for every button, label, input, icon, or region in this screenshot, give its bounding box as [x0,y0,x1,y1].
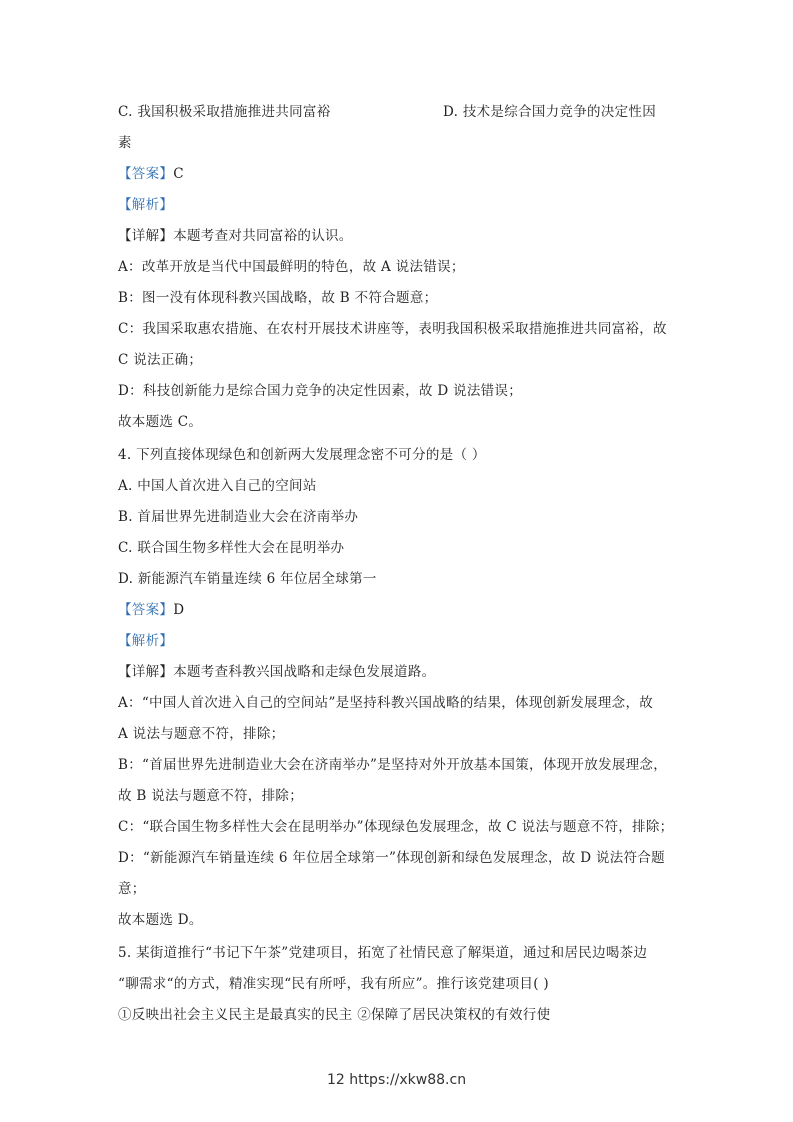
statement-options: ①反映出社会主义民主是最真实的民主 ②保障了居民决策权的有效行使 [118,1007,551,1023]
page-footer: 12 https://xkw88.cn [326,1072,467,1088]
answer-value: D [173,602,185,618]
option-item: A. 中国人首次进入自己的空间站 [118,478,317,494]
answer-tag: 【答案】 [118,602,174,618]
option-c: C. 我国积极采取措施推进共同富裕 [118,104,331,120]
detail-row [118,663,435,681]
detail-text: 本题考查科教兴国战略和走绿色发展道路。 [173,664,436,680]
option-item: C. 联合国生物多样性大会在昆明举办 [118,540,345,556]
option-item: B. 首届世界先进制造业大会在济南举办 [118,509,359,525]
explanation-line: C：我国采取惠农措施、在农村开展技术讲座等，表明我国积极采取措施推进共同富裕，故 [118,321,667,337]
explanation-line: 故 B 说法与题意不符，排除； [118,788,304,804]
explanation-line: 意； [118,881,146,897]
option-d: D. 技术是综合国力竞争的决定性因 [443,104,657,120]
analysis-tag: 【解析】 [118,197,174,213]
explanation-line: B：图一没有体现科教兴国战略，故 B 不符合题意； [118,290,438,306]
explanation-line: D：科技创新能力是综合国力竞争的决定性因素，故 D 说法错误； [118,383,523,399]
explanation-line: D：“新能源汽车销量连续 6 年位居全球第一”体现创新和绿色发展理念，故 D 说法符合题 [118,850,665,866]
explanation-line: C：“联合国生物多样性大会在昆明举办”体现绿色发展理念，故 C 说法与题意不符，排除； [118,819,674,835]
explanation-line: 故本题选 D。 [118,912,203,928]
analysis-tag: 【解析】 [118,633,174,649]
answer-row [118,165,184,183]
answer-tag: 【答案】 [118,166,174,182]
explanation-line: A 说法与题意不符，排除； [118,726,285,742]
option-item: D. 新能源汽车销量连续 6 年位居全球第一 [118,571,377,587]
answer-row [118,601,184,619]
detail-tag: 【详解】 [118,228,174,244]
detail-text: 本题考查对共同富裕的认识。 [173,228,353,244]
detail-tag: 【详解】 [118,664,174,680]
option-d-continuation: 素 [118,135,132,151]
answer-value: C [173,166,184,182]
explanation-line: C 说法正确； [118,352,203,368]
detail-row [118,227,353,245]
explanation-line: B：“首届世界先进制造业大会在济南举办”是坚持对外开放基本国策，体现开放发展理念， [118,757,668,773]
question-stem: 5. 某街道推行“书记下午茶”党建项目，拓宽了社情民意了解渠道，通过和居民边喝茶边 [118,945,648,961]
question-stem: “聊需求“的方式，精准实现“民有所呼，我有所应”。推行该党建项目( ) [118,976,549,992]
explanation-line: A：“中国人首次进入自己的空间站”是坚持科教兴国战略的结果，体现创新发展理念，故 [118,695,654,711]
question-stem: 4. 下列直接体现绿色和创新两大发展理念密不可分的是（ ） [118,447,486,463]
explanation-line: A：改革开放是当代中国最鲜明的特色，故 A 说法错误； [118,259,465,275]
explanation-line: 故本题选 C。 [118,414,203,430]
